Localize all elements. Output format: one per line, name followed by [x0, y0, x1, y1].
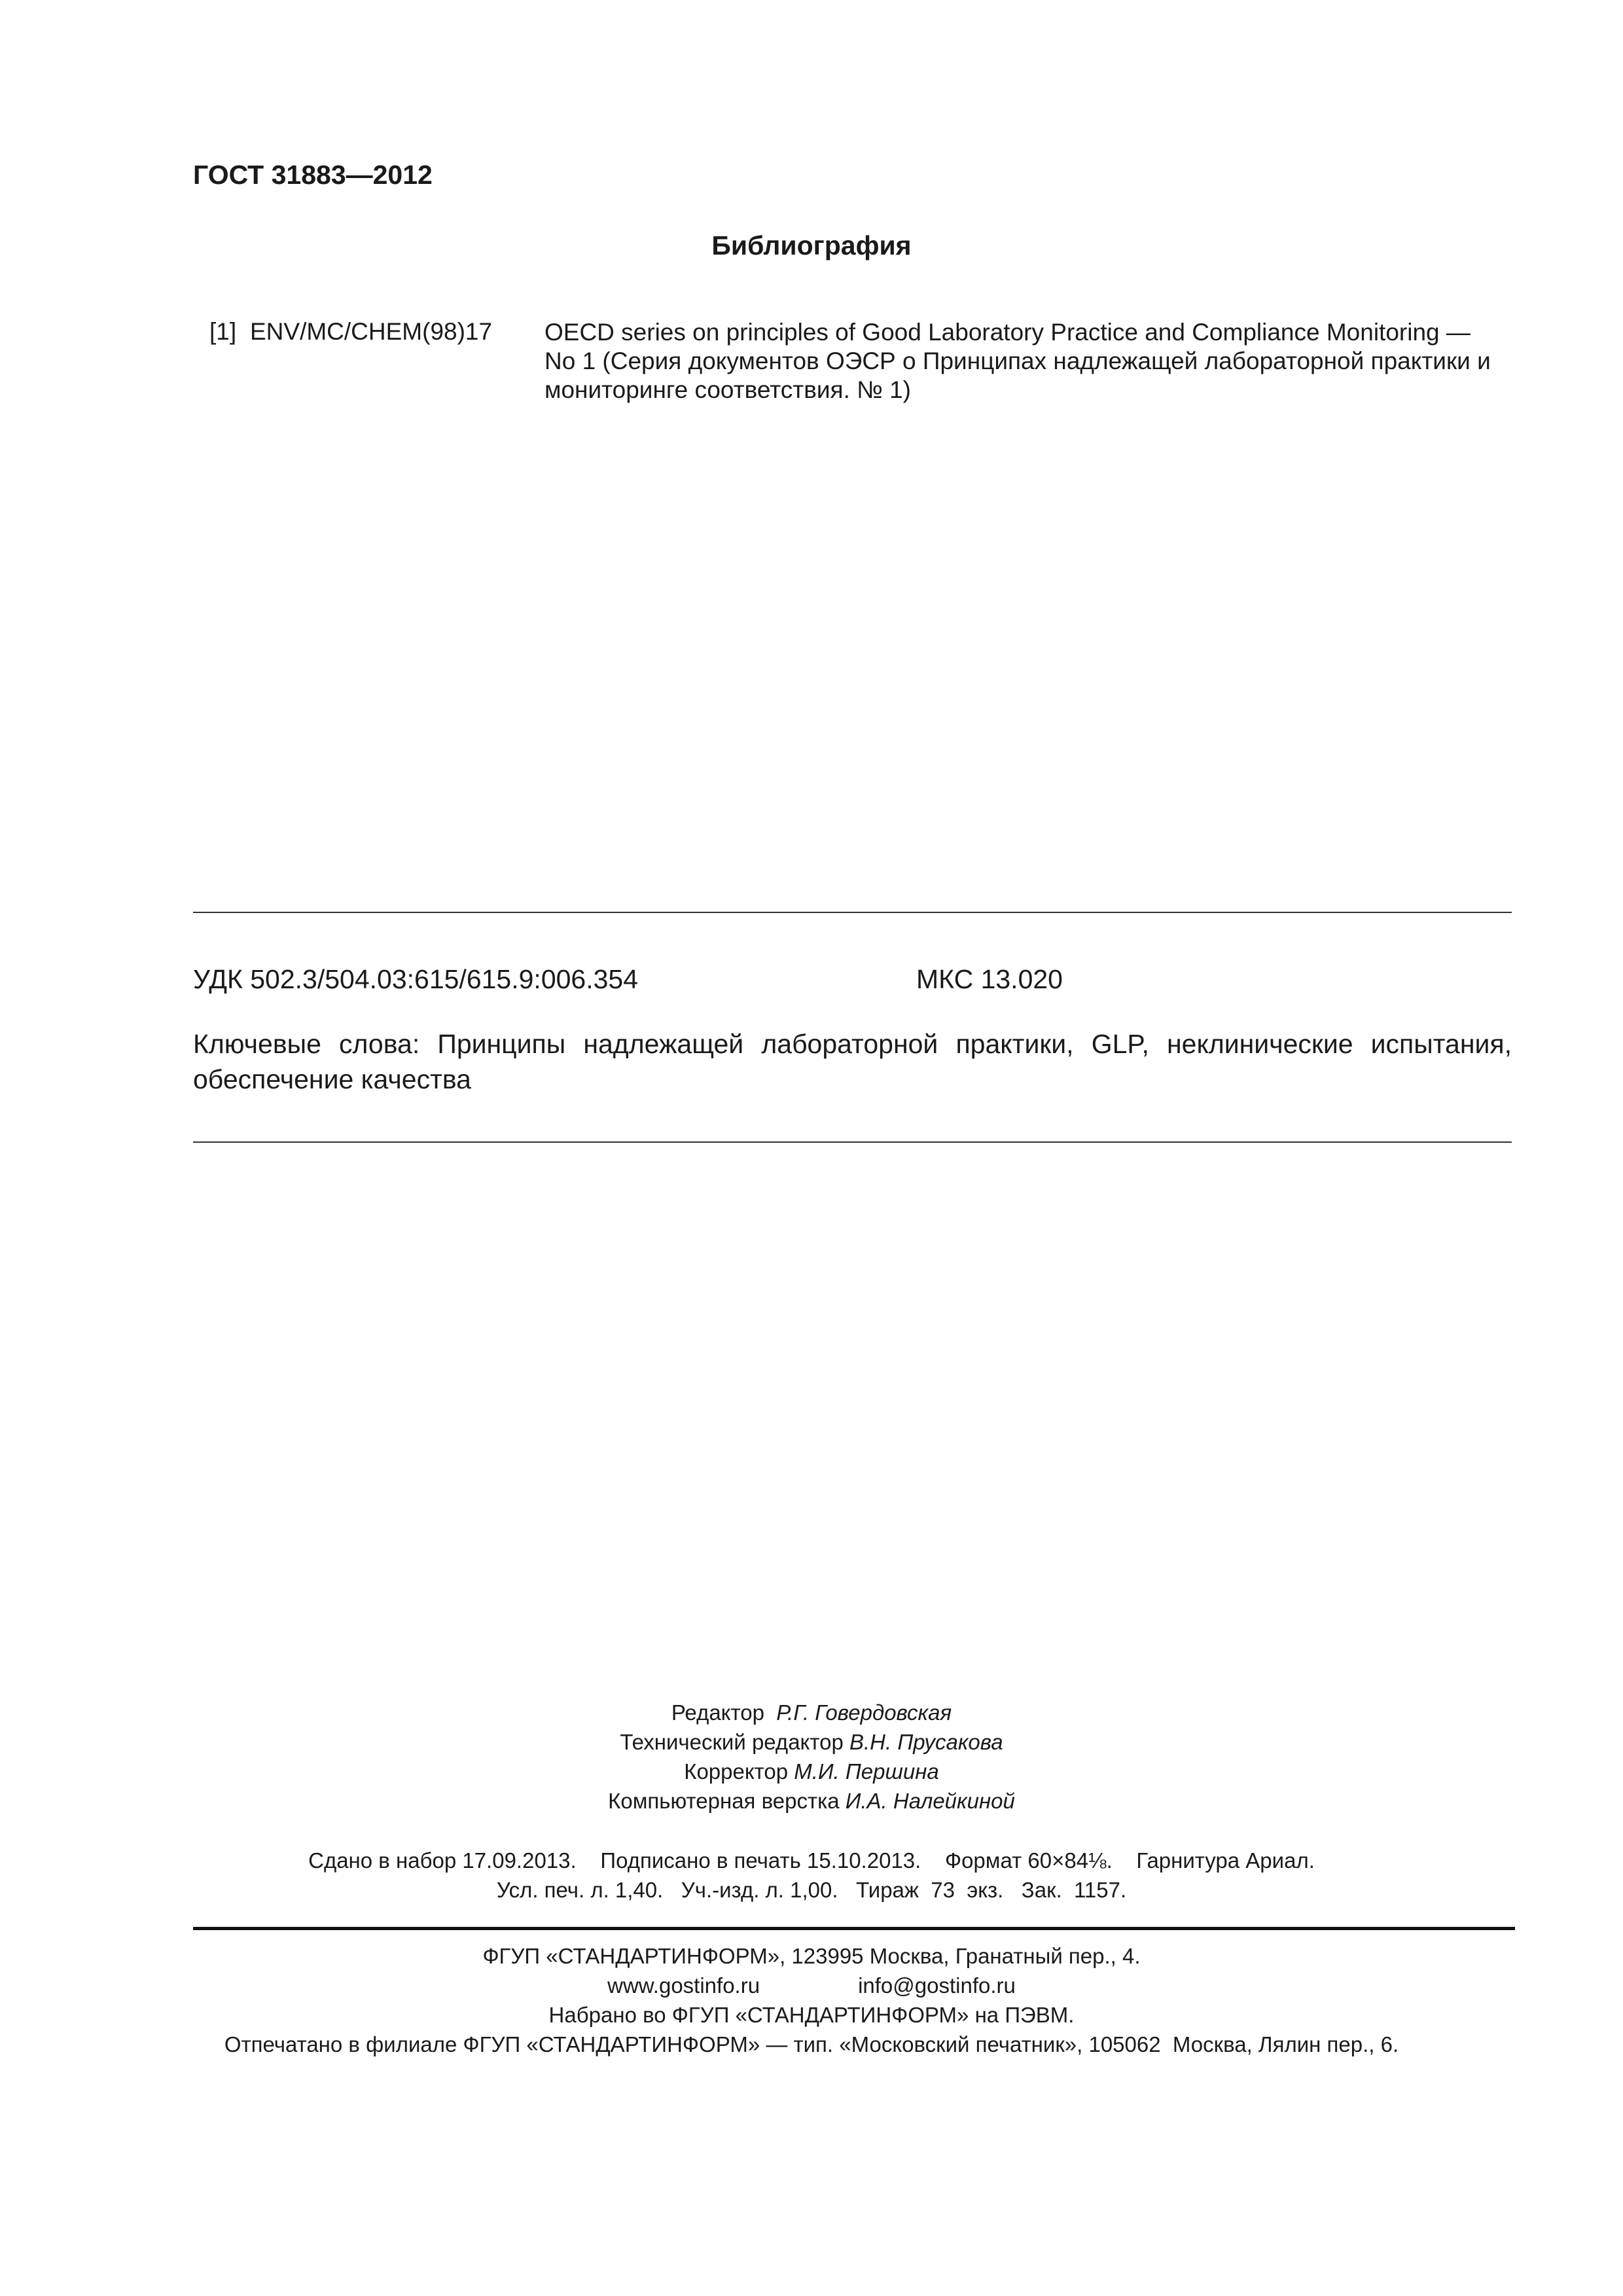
- credit-name: И.А. Налейкиной: [845, 1789, 1015, 1813]
- divider-bottom: [193, 1141, 1512, 1143]
- credit-label: Редактор: [671, 1700, 764, 1725]
- credit-label: Компьютерная верстка: [608, 1789, 840, 1813]
- credit-label: Корректор: [684, 1759, 789, 1784]
- bibliography-title: Библиография: [711, 230, 912, 260]
- keywords: Ключевые слова: Принципы надлежащей лабораторной практики, GLP, неклинические испытания, обеспечение качества: [193, 1029, 1512, 1094]
- credit-editor: [0, 1700, 1623, 1725]
- reference-text: OECD series on principles of Good Laboratory Practice and Compliance Monitoring — No 1 (Серия документов ОЭСР о Принципах надлежащей лабораторной практики и мониторинге соответствия. № 1): [544, 319, 1491, 403]
- print-info-line1: Сдано в набор 17.09.2013. Подписано в печать 15.10.2013. Формат 60×84⅛. Гарнитура Ариал.: [308, 1848, 1315, 1873]
- publisher-address: ФГУП «СТАНДАРТИНФОРМ», 123995 Москва, Гранатный пер., 4.: [482, 1944, 1141, 1968]
- publisher-typeset: Набрано во ФГУП «СТАНДАРТИНФОРМ» на ПЭВМ.: [548, 2003, 1075, 2027]
- credit-label: Технический редактор: [620, 1730, 844, 1754]
- publisher-contacts: [0, 1973, 1623, 1998]
- udk-code: УДК 502.3/504.03:615/615.9:006.354: [193, 964, 639, 994]
- reference-code: ENV/MC/CHEM(98)17: [250, 318, 493, 345]
- divider-thick: [193, 1927, 1515, 1930]
- publisher-printed: Отпечатано в филиале ФГУП «СТАНДАРТИНФОРМ» — тип. «Московский печатник», 105062 Москва, Лялин пер., 6.: [224, 2032, 1399, 2056]
- credit-tech-editor: [0, 1730, 1623, 1755]
- credit-proofreader: [0, 1759, 1623, 1784]
- reference-number: [1]: [209, 318, 237, 345]
- credit-name: В.Н. Прусакова: [849, 1730, 1003, 1754]
- document-code: ГОСТ 31883—2012: [193, 160, 433, 190]
- mks-code: МКС 13.020: [916, 964, 1063, 994]
- credit-layout: [0, 1789, 1623, 1814]
- publisher-website[interactable]: www.gostinfo.ru: [607, 1973, 760, 1998]
- credit-name: М.И. Першина: [794, 1759, 939, 1784]
- print-info-line2: Усл. печ. л. 1,40. Уч.-изд. л. 1,00. Тираж 73 экз. Зак. 1157.: [496, 1878, 1127, 1902]
- divider-top: [193, 912, 1512, 913]
- credit-name: Р.Г. Говердовская: [776, 1700, 952, 1725]
- publisher-email[interactable]: info@gostinfo.ru: [858, 1973, 1016, 1998]
